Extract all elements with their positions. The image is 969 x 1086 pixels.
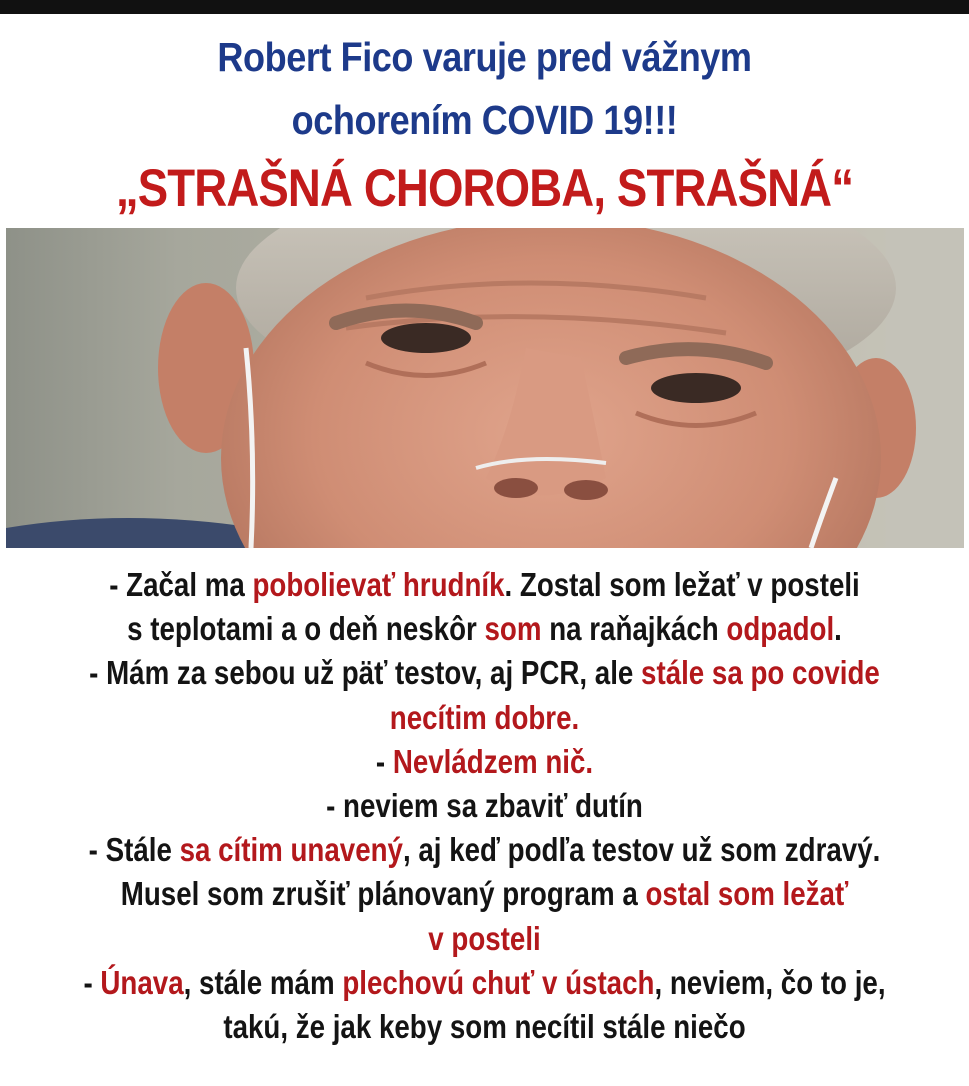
headline-line-2: ochorením COVID 19!!! xyxy=(291,97,678,143)
text-segment: - xyxy=(83,963,101,1001)
text-segment: - Začal ma xyxy=(109,566,253,603)
statement-line xyxy=(78,607,892,651)
text-segment: s teplotami a o deň neskôr xyxy=(127,610,485,648)
highlighted-phrase: plechovú chuť v ústach xyxy=(342,963,655,1001)
statement-text xyxy=(0,563,969,1049)
text-segment: . xyxy=(834,610,842,648)
statement-line xyxy=(78,651,892,695)
statement-line xyxy=(78,961,892,1005)
text-segment: - Mám za sebou už päť testov, aj PCR, ale xyxy=(89,654,642,692)
text-segment: - xyxy=(375,742,393,780)
statement-line xyxy=(78,696,892,740)
highlighted-phrase: sa cítim unavený xyxy=(179,831,403,869)
statement-line xyxy=(78,563,892,607)
text-segment: - neviem sa zbaviť dutín xyxy=(326,787,643,825)
highlighted-phrase: stále sa po covide xyxy=(641,654,880,692)
text-segment: , neviem, čo to je, xyxy=(654,963,886,1001)
portrait-photo xyxy=(6,228,964,548)
headline-quote: „STRAŠNÁ CHOROBA, STRAŠNÁ“ xyxy=(115,159,854,218)
statement-line xyxy=(78,740,892,784)
text-segment: - Stále xyxy=(88,831,180,869)
text-segment: . Zostal som ležať v posteli xyxy=(504,566,860,603)
highlighted-phrase: odpadol xyxy=(726,610,835,648)
text-segment: na raňajkách xyxy=(541,610,727,648)
statement-line xyxy=(78,1005,892,1049)
statement-line xyxy=(78,828,892,872)
highlighted-phrase: ostal som ležať xyxy=(645,875,849,913)
highlighted-phrase: necítim dobre. xyxy=(389,698,580,736)
highlighted-phrase: som xyxy=(484,610,542,648)
text-segment: takú, že jak keby som necítil stále niečo xyxy=(223,1008,746,1046)
highlighted-phrase: Únava xyxy=(100,963,184,1001)
headline-line-1: Robert Fico varuje pred vážnym xyxy=(217,34,752,80)
highlighted-phrase: Nevládzem nič. xyxy=(392,742,594,780)
text-segment: Musel som zrušiť plánovaný program a xyxy=(120,875,646,913)
text-segment: , aj keď podľa testov už som zdravý. xyxy=(402,831,881,869)
highlighted-phrase: pobolievať hrudník xyxy=(252,566,505,603)
statement-line xyxy=(78,784,892,828)
text-segment: , stále mám xyxy=(183,963,343,1001)
portrait-illustration xyxy=(6,228,964,548)
highlighted-phrase: v posteli xyxy=(428,919,541,957)
statement-line xyxy=(78,872,892,916)
top-bar xyxy=(0,0,969,14)
statement-line xyxy=(78,917,892,961)
